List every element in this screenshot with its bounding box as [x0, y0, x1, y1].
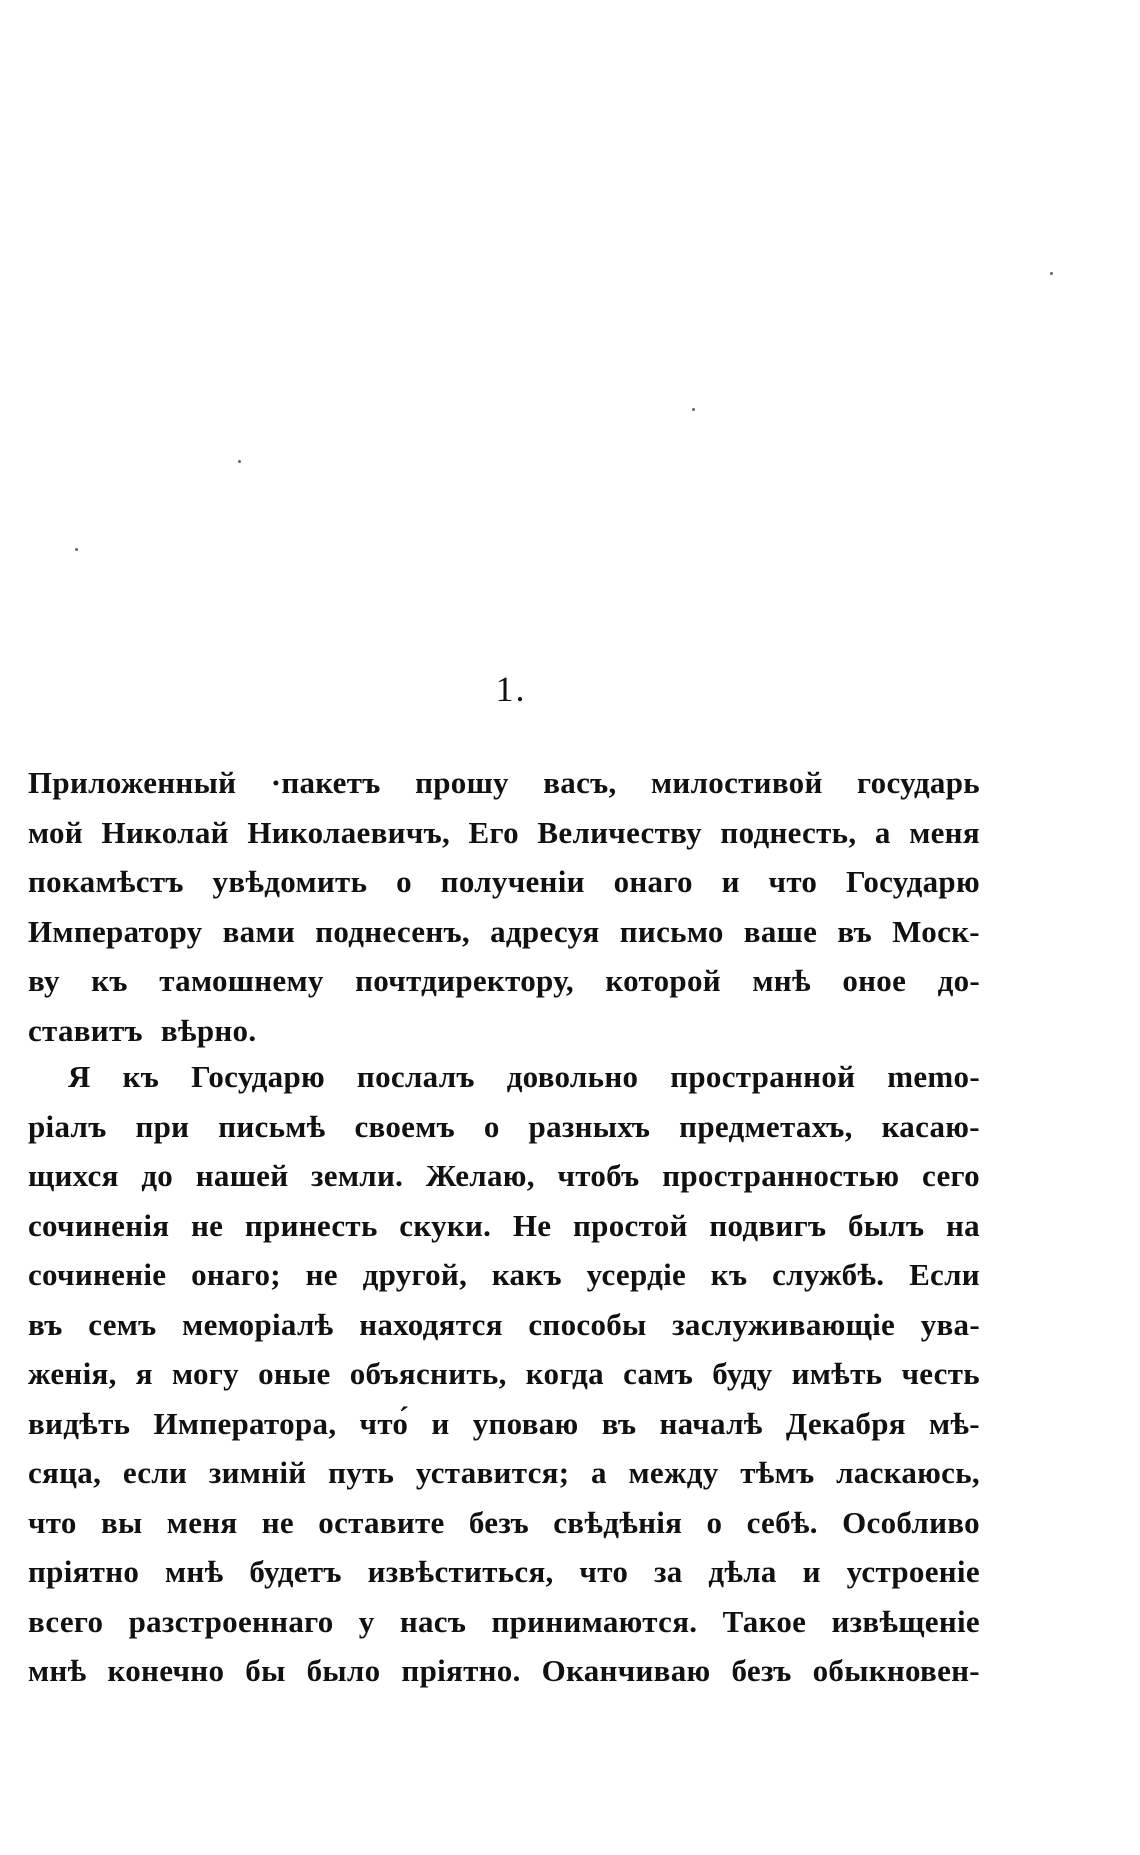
text-line: женія, я могу оные объяснить, когда самъ буду имѣть честь [28, 1356, 980, 1391]
text-line: покамѣстъ увѣдомить о полученіи онаго и что Государю [28, 864, 980, 899]
text-line: сочиненіе онаго; не другой, какъ усердіе къ службѣ. Если [28, 1257, 980, 1292]
text-line: что вы меня не оставите безъ свѣдѣнія о себѣ. Особливо [28, 1504, 980, 1540]
text-line: щихся до нашей земли. Желаю, чтобъ пространностью сего [28, 1158, 980, 1193]
text-line: ріалъ при письмѣ своемъ о разныхъ предметахъ, касаю- [28, 1108, 980, 1144]
text-line: видѣть Императора, что́ и уповаю въ началѣ Декабря мѣ- [28, 1405, 980, 1441]
text-line: въ семъ меморіалѣ находятся способы заслуживающіе ува- [28, 1306, 980, 1342]
text-line: Приложенный ·пакетъ прошу васъ, милостивой государь [28, 765, 980, 800]
text-line: ставитъ вѣрно. [28, 1012, 257, 1048]
text-line: мой Николай Николаевичъ, Его Величеству поднесть, а меня [28, 814, 980, 850]
text-line: сяца, если зимній путь уставится; а между тѣмъ ласкаюсь, [28, 1455, 980, 1490]
scan-speck [75, 548, 78, 551]
text-line: мнѣ конечно бы было пріятно. Оканчиваю безъ обыкновен- [28, 1653, 980, 1688]
scan-speck [692, 408, 695, 411]
text-line: Императору вами поднесенъ, адресуя письмо ваше въ Моск- [28, 913, 980, 949]
paragraph-2 [28, 1052, 980, 1696]
text-line: ву къ тамошнему почтдиректору, которой мнѣ оное до- [28, 963, 980, 998]
text-line: Я къ Государю послалъ довольно пространной memo- [68, 1059, 980, 1094]
text-line: сочиненія не принесть скуки. Не простой подвигъ былъ на [28, 1207, 980, 1243]
paragraph-1 [28, 758, 980, 1055]
text-line: всего разстроеннаго у насъ принимаются. Такое извѣщеніе [28, 1603, 980, 1639]
scan-speck [1050, 272, 1053, 275]
scan-speck [238, 460, 241, 463]
text-line: пріятно мнѣ будетъ извѣститься, что за дѣла и устроеніе [28, 1554, 980, 1589]
letter-number: 1. [495, 669, 527, 709]
